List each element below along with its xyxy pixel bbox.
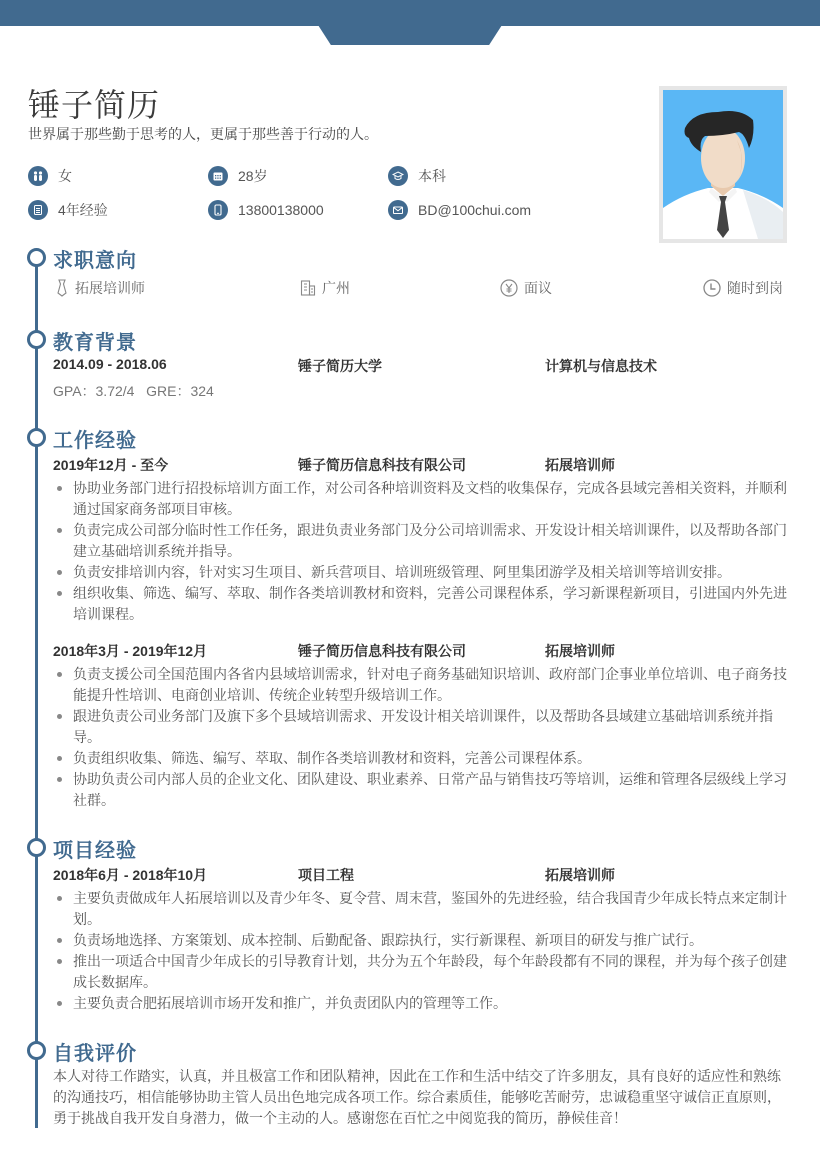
education-row [53, 356, 793, 376]
header-tab-decoration [318, 25, 502, 45]
education-scores: GPA：3.72/4 GRE：324 [53, 383, 214, 399]
info-experience [28, 200, 108, 220]
job-bullets [53, 664, 793, 811]
info-degree [388, 166, 446, 186]
job-period: 2018年3月 - 2019年12月 [53, 643, 208, 659]
intent-value: 面议 [524, 280, 552, 296]
project-name: 项目工程 [298, 867, 354, 883]
job-bullets [53, 478, 793, 625]
building-icon [300, 279, 316, 297]
info-phone [208, 200, 324, 220]
section-dot [27, 1041, 46, 1060]
timeline-line [35, 258, 38, 1128]
intent-salary [500, 278, 552, 298]
list-item: 负责完成公司部分临时性工作任务，跟进负责业务部门及分公司培训需求、开发设计相关培训课件，以及帮助各部门建立基础培训系统并指导。 [53, 520, 793, 562]
intent-value: 广州 [322, 280, 350, 296]
list-item: 负责支援公司全国范围内各省内县域培训需求，针对电子商务基础知识培训、政府部门企事业单位培训、电子商务技能提升性培训、电商创业培训、传统企业转型升级培训工作。 [53, 664, 793, 706]
project-row [53, 865, 793, 885]
education-period: 2014.09 - 2018.06 [53, 356, 167, 372]
job-role: 拓展培训师 [545, 643, 615, 659]
project-period: 2018年6月 - 2018年10月 [53, 867, 208, 883]
intent-city [300, 278, 350, 298]
list-item: 协助负责公司内部人员的企业文化、团队建设、职业素养、日常产品与销售技巧等培训，运维和管理各层级线上学习社群。 [53, 769, 793, 811]
calendar-icon [208, 166, 228, 186]
list-item: 负责安排培训内容，针对实习生项目、新兵营项目、培训班级管理、阿里集团游学及相关培训等培训安排。 [53, 562, 793, 583]
education-major: 计算机与信息技术 [545, 358, 657, 374]
header-band [0, 0, 820, 26]
clipboard-icon [28, 200, 48, 220]
list-item: 主要负责做成年人拓展培训以及青少年冬、夏令营、周末营，鉴国外的先进经验，结合我国青少年成长特点来定制计划。 [53, 888, 793, 930]
avatar-photo [659, 86, 787, 243]
yen-icon [500, 279, 518, 297]
job-period: 2019年12月 - 至今 [53, 457, 169, 473]
mail-icon [388, 200, 408, 220]
section-dot [27, 330, 46, 349]
info-gender [28, 166, 72, 186]
motto: 世界属于那些勤于思考的人，更属于那些善于行动的人。 [28, 126, 378, 142]
list-item: 负责场地选择、方案策划、成本控制、后勤配备、跟踪执行，实行新课程、新项目的研发与推广试行。 [53, 930, 793, 951]
project-role: 拓展培训师 [545, 867, 615, 883]
section-title-self-eval: 自我评价 [53, 1043, 137, 1065]
resume-title: 锤子简历 [28, 87, 161, 123]
info-value[interactable]: BD@100chui.com [418, 202, 532, 218]
project-bullets [53, 888, 793, 1014]
intent-value: 拓展培训师 [75, 280, 145, 296]
intent-position [55, 278, 145, 298]
job-row [53, 641, 793, 661]
gender-icon [28, 166, 48, 186]
info-age [208, 166, 268, 186]
section-dot [27, 838, 46, 857]
clock-icon [703, 279, 721, 297]
phone-icon [208, 200, 228, 220]
list-item: 负责组织收集、筛选、编写、萃取、制作各类培训教材和资料，完善公司课程体系。 [53, 748, 793, 769]
section-title-work: 工作经验 [53, 430, 137, 452]
section-dot [27, 428, 46, 447]
self-evaluation-text: 本人对待工作踏实，认真，并且极富工作和团队精神，因此在工作和生活中结交了许多朋友，具有良好的适应性和熟练的沟通技巧，相信能够协助主管人员出色地完成各项工作。综合素质佳，能够吃苦耐劳，忠诚稳重坚守诚信正直原则，勇于挑战自我开发自身潜力，做一个主动的人。感谢您在百忙之中阅览我的简历，静候佳音！ [53, 1068, 781, 1126]
section-dot [27, 248, 46, 267]
info-value: 4年经验 [58, 202, 108, 218]
list-item: 跟进负责公司业务部门及旗下多个县域培训需求、开发设计相关培训课件，以及帮助各县域建立基础培训系统并指导。 [53, 706, 793, 748]
list-item: 主要负责合肥拓展培训市场开发和推广，并负责团队内的管理等工作。 [53, 993, 793, 1014]
job-role: 拓展培训师 [545, 457, 615, 473]
list-item: 协助业务部门进行招投标培训方面工作，对公司各种培训资料及文档的收集保存，完成各县域完善相关资料，并顺利通过国家商务部项目审核。 [53, 478, 793, 520]
info-email [388, 200, 531, 220]
intent-value: 随时到岗 [727, 280, 783, 296]
info-value: 本科 [418, 168, 446, 184]
graduation-cap-icon [388, 166, 408, 186]
job-company: 锤子简历信息科技有限公司 [298, 457, 466, 473]
section-title-project: 项目经验 [53, 840, 137, 862]
education-school: 锤子简历大学 [298, 358, 382, 374]
section-title-education: 教育背景 [53, 332, 137, 354]
section-title-intent: 求职意向 [53, 250, 137, 272]
intent-availability [703, 278, 783, 298]
info-value: 28岁 [238, 168, 268, 184]
list-item: 推出一项适合中国青少年成长的引导教育计划，共分为五个年龄段，每个年龄段都有不同的课程，并为每个孩子创建成长数据库。 [53, 951, 793, 993]
info-value: 女 [58, 168, 72, 184]
list-item: 组织收集、筛选、编写、萃取、制作各类培训教材和资料，完善公司课程体系，学习新课程新项目，引进国内外先进培训课程。 [53, 583, 793, 625]
job-company: 锤子简历信息科技有限公司 [298, 643, 466, 659]
info-value[interactable]: 13800138000 [238, 202, 324, 218]
job-row [53, 455, 793, 475]
tie-icon [55, 279, 69, 297]
avatar-illustration [663, 90, 783, 239]
